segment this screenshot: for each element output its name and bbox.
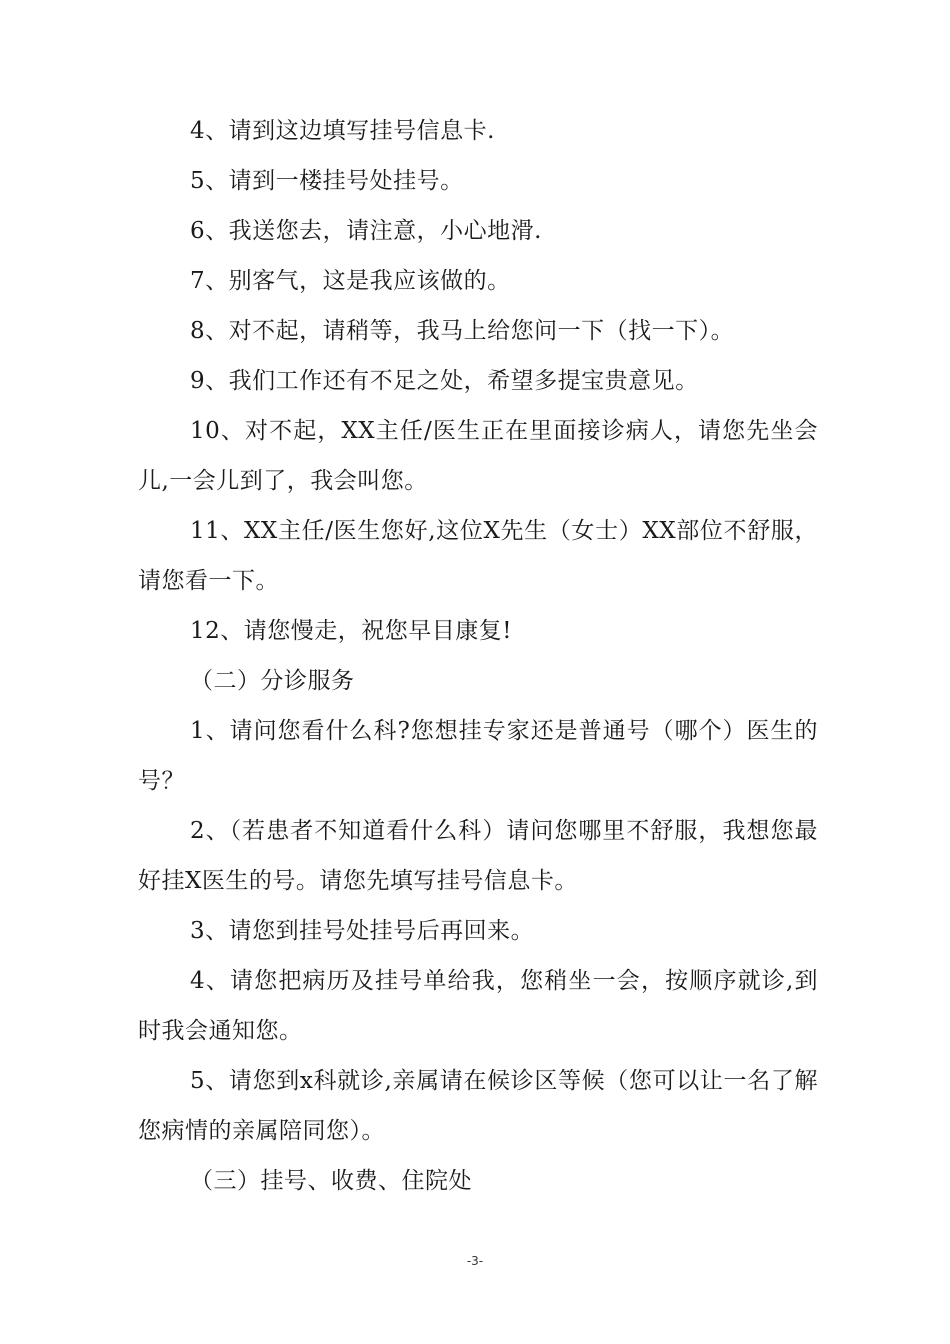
paragraph-item-11-introduce-patient: 11、XX主任/医生您好,这位X先生（女士）XX部位不舒服，请您看一下。: [138, 518, 818, 594]
page-number: -3-: [466, 1254, 484, 1268]
paragraph-triage-4-records: 4、请您把病历及挂号单给我，您稍坐一会，按顺序就诊,到时我会通知您。: [138, 968, 818, 1044]
section-heading-triage: （二）分诊服务: [190, 668, 355, 694]
paragraph-item-8-please-wait: 8、对不起，请稍等，我马上给您问一下（找一下）。: [190, 318, 735, 344]
paragraph-item-12-farewell: 12、请您慢走，祝您早目康复!: [190, 618, 513, 644]
paragraph-item-7-welcome: 7、别客气，这是我应该做的。: [190, 268, 511, 294]
section-heading-registration: （三）挂号、收费、住院处: [190, 1168, 472, 1194]
paragraph-triage-3-return: 3、请您到挂号处挂号后再回来。: [190, 918, 535, 944]
paragraph-triage-2-recommend: 2、（若患者不知道看什么科）请问您哪里不舒服，我想您最好挂X医生的号。请您先填写挂号信息卡。: [138, 818, 818, 894]
paragraph-triage-1-department: 1、请问您看什么科?您想挂专家还是普通号（哪个）医生的号？: [138, 718, 818, 794]
paragraph-item-10-doctor-busy: 10、对不起，XX主任/医生正在里面接诊病人，请您先坐会儿,一会儿到了，我会叫您。: [138, 418, 818, 494]
paragraph-item-6-escort: 6、我送您去，请注意，小心地滑.: [190, 218, 542, 244]
document-body: [138, 106, 818, 1206]
paragraph-item-5-first-floor: 5、请到一楼挂号处挂号。: [190, 168, 464, 194]
paragraph-item-4-registration-card: 4、请到这边填写挂号信息卡.: [190, 118, 495, 144]
paragraph-triage-5-family: 5、请您到x科就诊,亲属请在候诊区等候（您可以让一名了解您病情的亲属陪同您）。: [138, 1068, 818, 1144]
paragraph-item-9-feedback: 9、我们工作还有不足之处，希望多提宝贵意见。: [190, 368, 699, 394]
